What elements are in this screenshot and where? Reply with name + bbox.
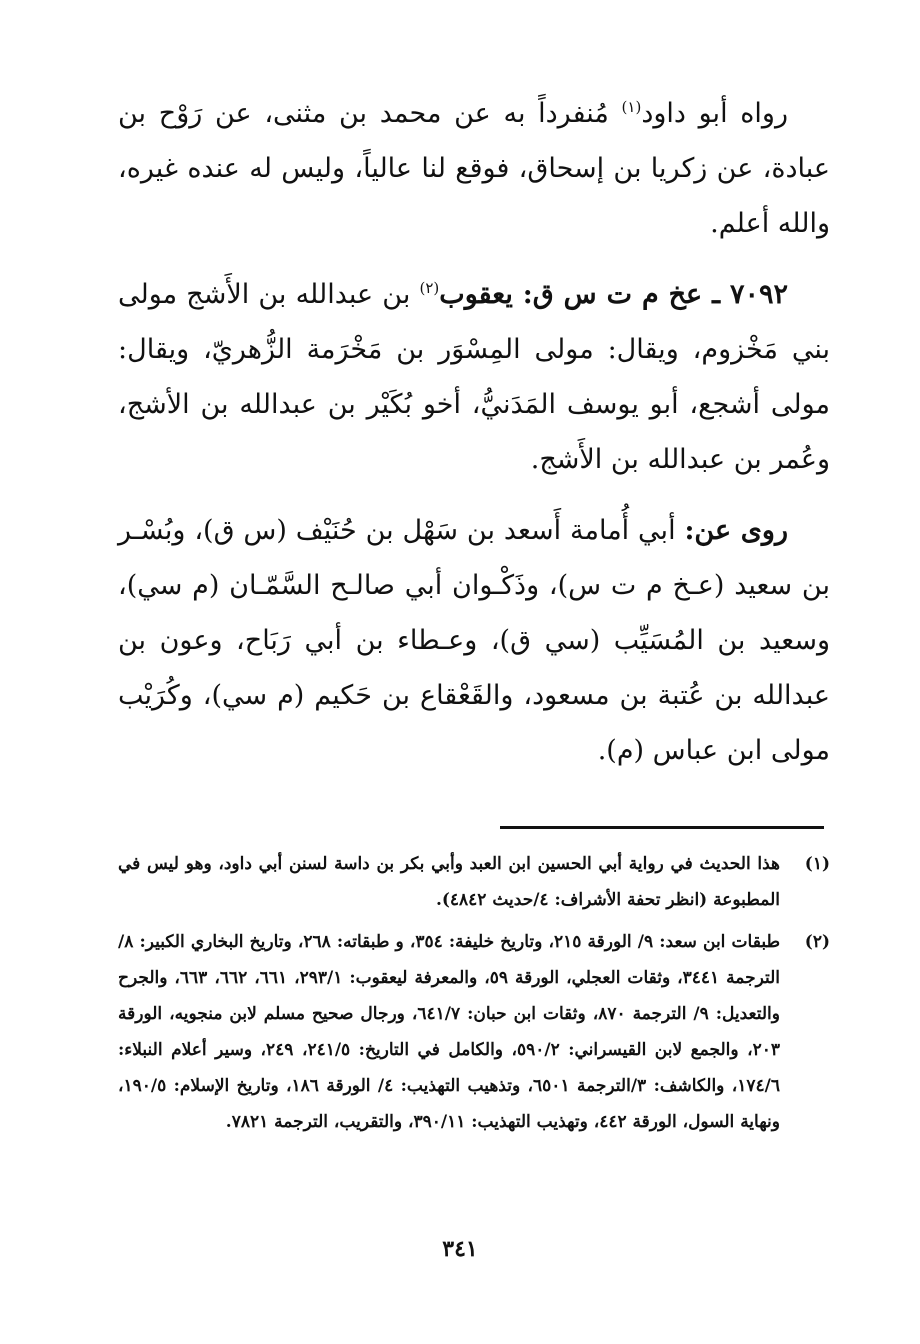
- entry-intro-text-start: رواه أبو داود: [641, 98, 788, 129]
- footnote-2: [118, 924, 830, 1140]
- footnote-text: طبقات ابن سعد: ٩/ الورقة ٢١٥، وتاريخ خليفة: ٣٥٤، و طبقاته: ٢٦٨، وتاريخ البخاري الكبير: ٨/ الترجمة ٣٤٤١، وثقات العجلي، الورقة ٥٩، والمعرفة ليعقوب: ٢٩٣/١، ٦٦١، ٦٦٢، ٦٦٣، والجرح والتعديل: ٩/ الترجمة ٨٧٠، وثقات ابن حبان: ٦٤١/٧، ورجال صحيح مسلم لابن منجويه، الورقة ٢٠٣، والجمع لابن القيسراني: ٥٩٠/٢، والكامل في التاريخ: ٢٤١/٥، ٢٤٩، وسير أعلام النبلاء: ١٧٤/٦، والكاشف: ٣/الترجمة ٦٥٠١، وتذهيب التهذيب: ٤/ الورقة ١٨٦، وتاريخ الإسلام: ١٩٠/٥، ونهاية السول، الورقة ٤٤٢، وتهذيب التهذيب: ٣٩٠/١١، والتقريب، الترجمة ٧٨٢١.: [118, 932, 781, 1132]
- footnote-ref-1[interactable]: (١): [621, 98, 642, 116]
- entry-intro-paragraph: [118, 86, 830, 251]
- footnote-ref-2[interactable]: (٢): [419, 279, 440, 297]
- footnote-text: هذا الحديث في رواية أبي الحسين ابن العبد وأبي بكر بن داسة لسنن أبي داود، وهو ليس في المطبوعة (انظر تحفة الأشراف: ٤/حديث ٤٨٤٢).: [118, 854, 780, 910]
- entry-7092-text: بن عبدالله بن الأَشج مولى بني مَخْزوم، ويقال: مولى المِسْوَر بن مَخْرَمة الزُّهريّ، ويقال: مولى أشجع، أبو يوسف المَدَنيُّ، أخو بُكَيْر بن عبدالله بن الأشج، وعُمر بن عبدالله بن الأَشج.: [118, 279, 830, 475]
- narrated-from-paragraph: [118, 503, 830, 778]
- main-text: [118, 86, 830, 794]
- footnotes: [118, 846, 830, 1146]
- footnote-number: (١): [804, 854, 830, 874]
- narrated-from-text: أبي أُمامة أَسعد بن سَهْل بن حُنَيْف (س ق)، وبُسْـر بن سعيد (عـخ م ت س)، وذَكْـوان أبي صالـح السَّمّـان (م سي)، وسعيد بن المُسَيِّب (سي ق)، وعـطاء بن أبي رَبَاح، وعون بن عبدالله بن عُتبة بن مسعود، والقَعْقاع بن حَكيم (م سي)، وكُرَيْب مولى ابن عباس (م).: [118, 515, 830, 766]
- entry-7092-paragraph: [118, 267, 830, 487]
- footnote-1: [118, 846, 830, 918]
- narrated-from-label: روى عن:: [684, 515, 788, 546]
- entry-intro-text-end: مُنفرداً به عن محمد بن مثنى، عن رَوْح بن عبادة، عن زكريا بن إسحاق، فوقع لنا عالياً، وليس له عنده غيره، والله أعلم.: [118, 98, 830, 239]
- footnote-number: (٢): [804, 932, 830, 952]
- page-number: ٣٤١: [442, 1236, 478, 1262]
- footnote-separator: [500, 826, 824, 829]
- entry-7092-heading: ٧٠٩٢ ـ عخ م ت س ق: يعقوب: [439, 279, 789, 310]
